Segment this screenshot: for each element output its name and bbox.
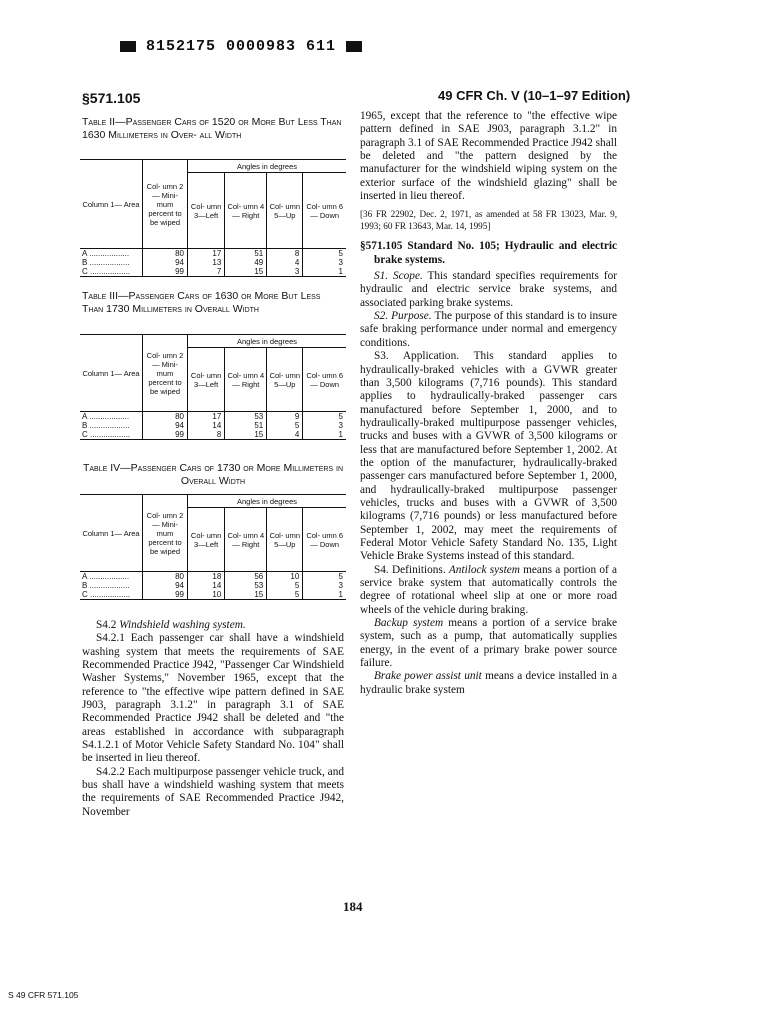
backup-term: Backup system <box>374 617 444 630</box>
edition-header: 49 CFR Ch. V (10–1–97 Edition) <box>438 88 631 103</box>
area-cell: C .................. <box>82 430 131 439</box>
value-cell: 15 <box>225 590 267 600</box>
s1-paragraph <box>360 270 617 310</box>
col1-header: Column 1— Area <box>80 160 143 249</box>
value-cell: 5 <box>303 249 346 259</box>
value-cell: 3 <box>303 581 346 590</box>
col2-header: Col- umn 2— Mini- mum percent to be wiped <box>143 335 188 412</box>
area-cell: A .................. <box>82 249 130 258</box>
value-cell: 56 <box>225 572 267 582</box>
value-cell: 7 <box>188 267 225 277</box>
value-cell: 51 <box>225 249 267 259</box>
value-cell: 53 <box>225 581 267 590</box>
table-4 <box>80 494 346 600</box>
value-cell: 80 <box>143 249 188 259</box>
area-cell: B .................. <box>82 581 130 590</box>
s2-paragraph <box>360 310 617 350</box>
backup-text: means a portion of a service brake system, such as a pump, that automatically supplies energy, in the event of a primary brake power source failure. <box>360 617 617 670</box>
s42-number: S4.2 <box>96 619 117 631</box>
continued-paragraph: 1965, except that the reference to "the effective wipe pattern defined in SAE J903, paragraph 3.1.2" in paragraph 3.1 of SAE Recommended Practice J942 shall be deleted and "the pattern designed by the manufacturer for the windshield wiping system on the exterior surface of the windshield glazing" shall be inserted in lieu thereof. <box>360 110 617 203</box>
value-cell: 15 <box>225 430 267 440</box>
area-cell: B .................. <box>82 421 130 430</box>
value-cell: 8 <box>188 430 225 440</box>
value-cell: 14 <box>188 421 225 430</box>
value-cell: 3 <box>303 421 346 430</box>
col4-header: Col- umn 4— Right <box>225 348 267 412</box>
col2-header: Col- umn 2— Mini- mum percent to be wiped <box>143 160 188 249</box>
col6-header: Col- umn 6— Down <box>303 508 346 572</box>
table-row <box>80 267 346 277</box>
right-column-text <box>360 110 617 697</box>
brake-power-assist-paragraph <box>360 670 617 697</box>
col4-header: Col- umn 4— Right <box>225 508 267 572</box>
value-cell: 5 <box>303 572 346 582</box>
value-cell: 99 <box>143 590 188 600</box>
barcode-block-icon <box>120 41 136 52</box>
table-row <box>80 249 346 259</box>
s1-label: S1. Scope. <box>374 270 423 283</box>
col3-header: Col- umn 3—Left <box>188 348 225 412</box>
barcode-block-icon <box>346 41 362 52</box>
table-4-caption: Table IV—Passenger Cars of 1730 or More Millimeters in Overall Width <box>82 462 344 487</box>
s421-paragraph: S4.2.1 Each passenger car shall have a windshield washing system that meets the requirements of SAE Recommended Practice J942, "Passenger Car Windshield Washer Systems," November 1965, except that the reference to "the effective wipe pattern defined in SAE J903, paragraph 3.1.2" in paragraph 3.1 of SAE Recommended Practice J942 shall be deleted and "the areas established in accordance with subparagraph S4.1.2.1 of Motor Vehicle Safety Standard No. 104" shall be inserted in lieu thereof. <box>82 632 344 765</box>
value-cell: 10 <box>188 590 225 600</box>
value-cell: 5 <box>267 590 303 600</box>
col2-header: Col- umn 2— Mini- mum percent to be wiped <box>143 495 188 572</box>
col5-header: Col- umn 5—Up <box>267 348 303 412</box>
citation: [36 FR 22902, Dec. 2, 1971, as amended at 58 FR 13023, Mar. 9, 1993; 60 FR 13643, Mar. 14, 1995] <box>360 209 617 231</box>
angles-header: Angles in degrees <box>188 495 347 508</box>
value-cell: 80 <box>143 572 188 582</box>
col5-header: Col- umn 5—Up <box>267 508 303 572</box>
value-cell: 17 <box>188 412 225 422</box>
bpa-text: means a device installed in a hydraulic brake system <box>360 670 617 696</box>
value-cell: 13 <box>188 258 225 267</box>
value-cell: 18 <box>188 572 225 582</box>
s2-label: S2. Purpose. <box>374 310 432 323</box>
table-row <box>80 590 346 600</box>
table-2 <box>80 159 346 277</box>
col5-header: Col- umn 5—Up <box>267 173 303 249</box>
table-row <box>80 581 346 590</box>
s4-text: means a portion of a service brake system that automatically controls the degree of rotational wheel slip at one or more road wheels of the vehicle during braking. <box>360 563 617 616</box>
value-cell: 5 <box>267 581 303 590</box>
value-cell: 80 <box>143 412 188 422</box>
table-row <box>80 412 346 422</box>
s3-paragraph: S3. Application. This standard applies to hydraulically-braked vehicles with a GVWR greater than 3,500 kilograms (7,716 pounds). This standard applies to hydraulically-braked passenger cars manufactured before September 1, 2000, and to hydraulically-braked multipurpose passenger vehicles, trucks and buses with a GVWR of 3,500 kilograms or less that are manufactured before September 1, 2002. At the option of the manufacturer, hydraulically-braked passenger cars manufactured before September 1, 2000, and hydraulically-braked multipurpose passenger vehicles, trucks and buses with a GVWR of 3,500 kilograms (7,716 pounds) or less manufactured before September 1, 2002, may meet the requirements of Federal Motor Vehicle Safety Standard No. 135, Light Vehicle Brake Systems instead of this standard. <box>360 350 617 563</box>
table-row <box>80 421 346 430</box>
value-cell: 3 <box>267 267 303 277</box>
col6-header: Col- umn 6— Down <box>303 173 346 249</box>
barcode-number: 8152175 0000983 611 <box>146 38 337 55</box>
value-cell: 49 <box>225 258 267 267</box>
backup-system-paragraph <box>360 617 617 670</box>
value-cell: 94 <box>143 421 188 430</box>
table-row <box>80 430 346 440</box>
s42-heading <box>82 619 344 632</box>
value-cell: 1 <box>303 590 346 600</box>
area-cell: B .................. <box>82 258 130 267</box>
area-cell: A .................. <box>82 572 130 581</box>
bpa-term: Brake power assist unit <box>374 670 482 683</box>
s422-paragraph: S4.2.2 Each multipurpose passenger vehicle truck, and bus shall have a windshield washing system that meets the requirements of SAE Recommended Practice J942, November <box>82 765 344 818</box>
value-cell: 3 <box>303 258 346 267</box>
section-105-title: §571.105 Standard No. 105; Hydraulic and electric brake systems. <box>360 240 617 266</box>
angles-header: Angles in degrees <box>188 335 347 348</box>
value-cell: 4 <box>267 430 303 440</box>
value-cell: 53 <box>225 412 267 422</box>
page-number: 184 <box>343 899 363 914</box>
s4-label: S4. Definitions. <box>374 563 446 576</box>
section-header: §571.105 <box>82 90 141 106</box>
s42-title: Windshield washing system. <box>119 619 246 631</box>
value-cell: 17 <box>188 249 225 259</box>
value-cell: 4 <box>267 258 303 267</box>
col3-header: Col- umn 3—Left <box>188 173 225 249</box>
barcode-line <box>120 38 362 55</box>
table-2-caption: Table II—Passenger Cars of 1520 or More But Less Than 1630 Millimeters in Over- all Width <box>82 116 342 141</box>
s4-term: Antilock system <box>448 563 520 576</box>
value-cell: 8 <box>267 249 303 259</box>
value-cell: 1 <box>303 430 346 440</box>
col1-header: Column 1— Area <box>80 495 143 572</box>
value-cell: 9 <box>267 412 303 422</box>
table-3-caption: Table III—Passenger Cars of 1630 or More But Less Than 1730 Millimeters in Overall Width <box>82 290 321 315</box>
value-cell: 5 <box>267 421 303 430</box>
s4-paragraph <box>360 564 617 617</box>
footer-citation: S 49 CFR 571.105 <box>8 990 79 1000</box>
area-cell: A .................. <box>82 412 130 421</box>
table-3 <box>80 334 346 440</box>
value-cell: 14 <box>188 581 225 590</box>
left-column-text <box>82 619 344 819</box>
table-row <box>80 258 346 267</box>
value-cell: 94 <box>143 581 188 590</box>
table-row <box>80 572 346 582</box>
col1-header: Column 1— Area <box>80 335 143 412</box>
value-cell: 5 <box>303 412 346 422</box>
s1-text: This standard specifies requirements for hydraulic and electric service brake systems, and associated parking brake systems. <box>360 270 617 309</box>
col4-header: Col- umn 4— Right <box>225 173 267 249</box>
value-cell: 99 <box>143 430 188 440</box>
value-cell: 94 <box>143 258 188 267</box>
s2-text: The purpose of this standard is to insure safe braking performance under normal and emergency conditions. <box>360 310 617 349</box>
value-cell: 15 <box>225 267 267 277</box>
area-cell: C .................. <box>82 590 131 599</box>
value-cell: 1 <box>303 267 346 277</box>
value-cell: 10 <box>267 572 303 582</box>
col3-header: Col- umn 3—Left <box>188 508 225 572</box>
col6-header: Col- umn 6— Down <box>303 348 346 412</box>
area-cell: C .................. <box>82 267 131 276</box>
value-cell: 51 <box>225 421 267 430</box>
value-cell: 99 <box>143 267 188 277</box>
angles-header: Angles in degrees <box>188 160 347 173</box>
